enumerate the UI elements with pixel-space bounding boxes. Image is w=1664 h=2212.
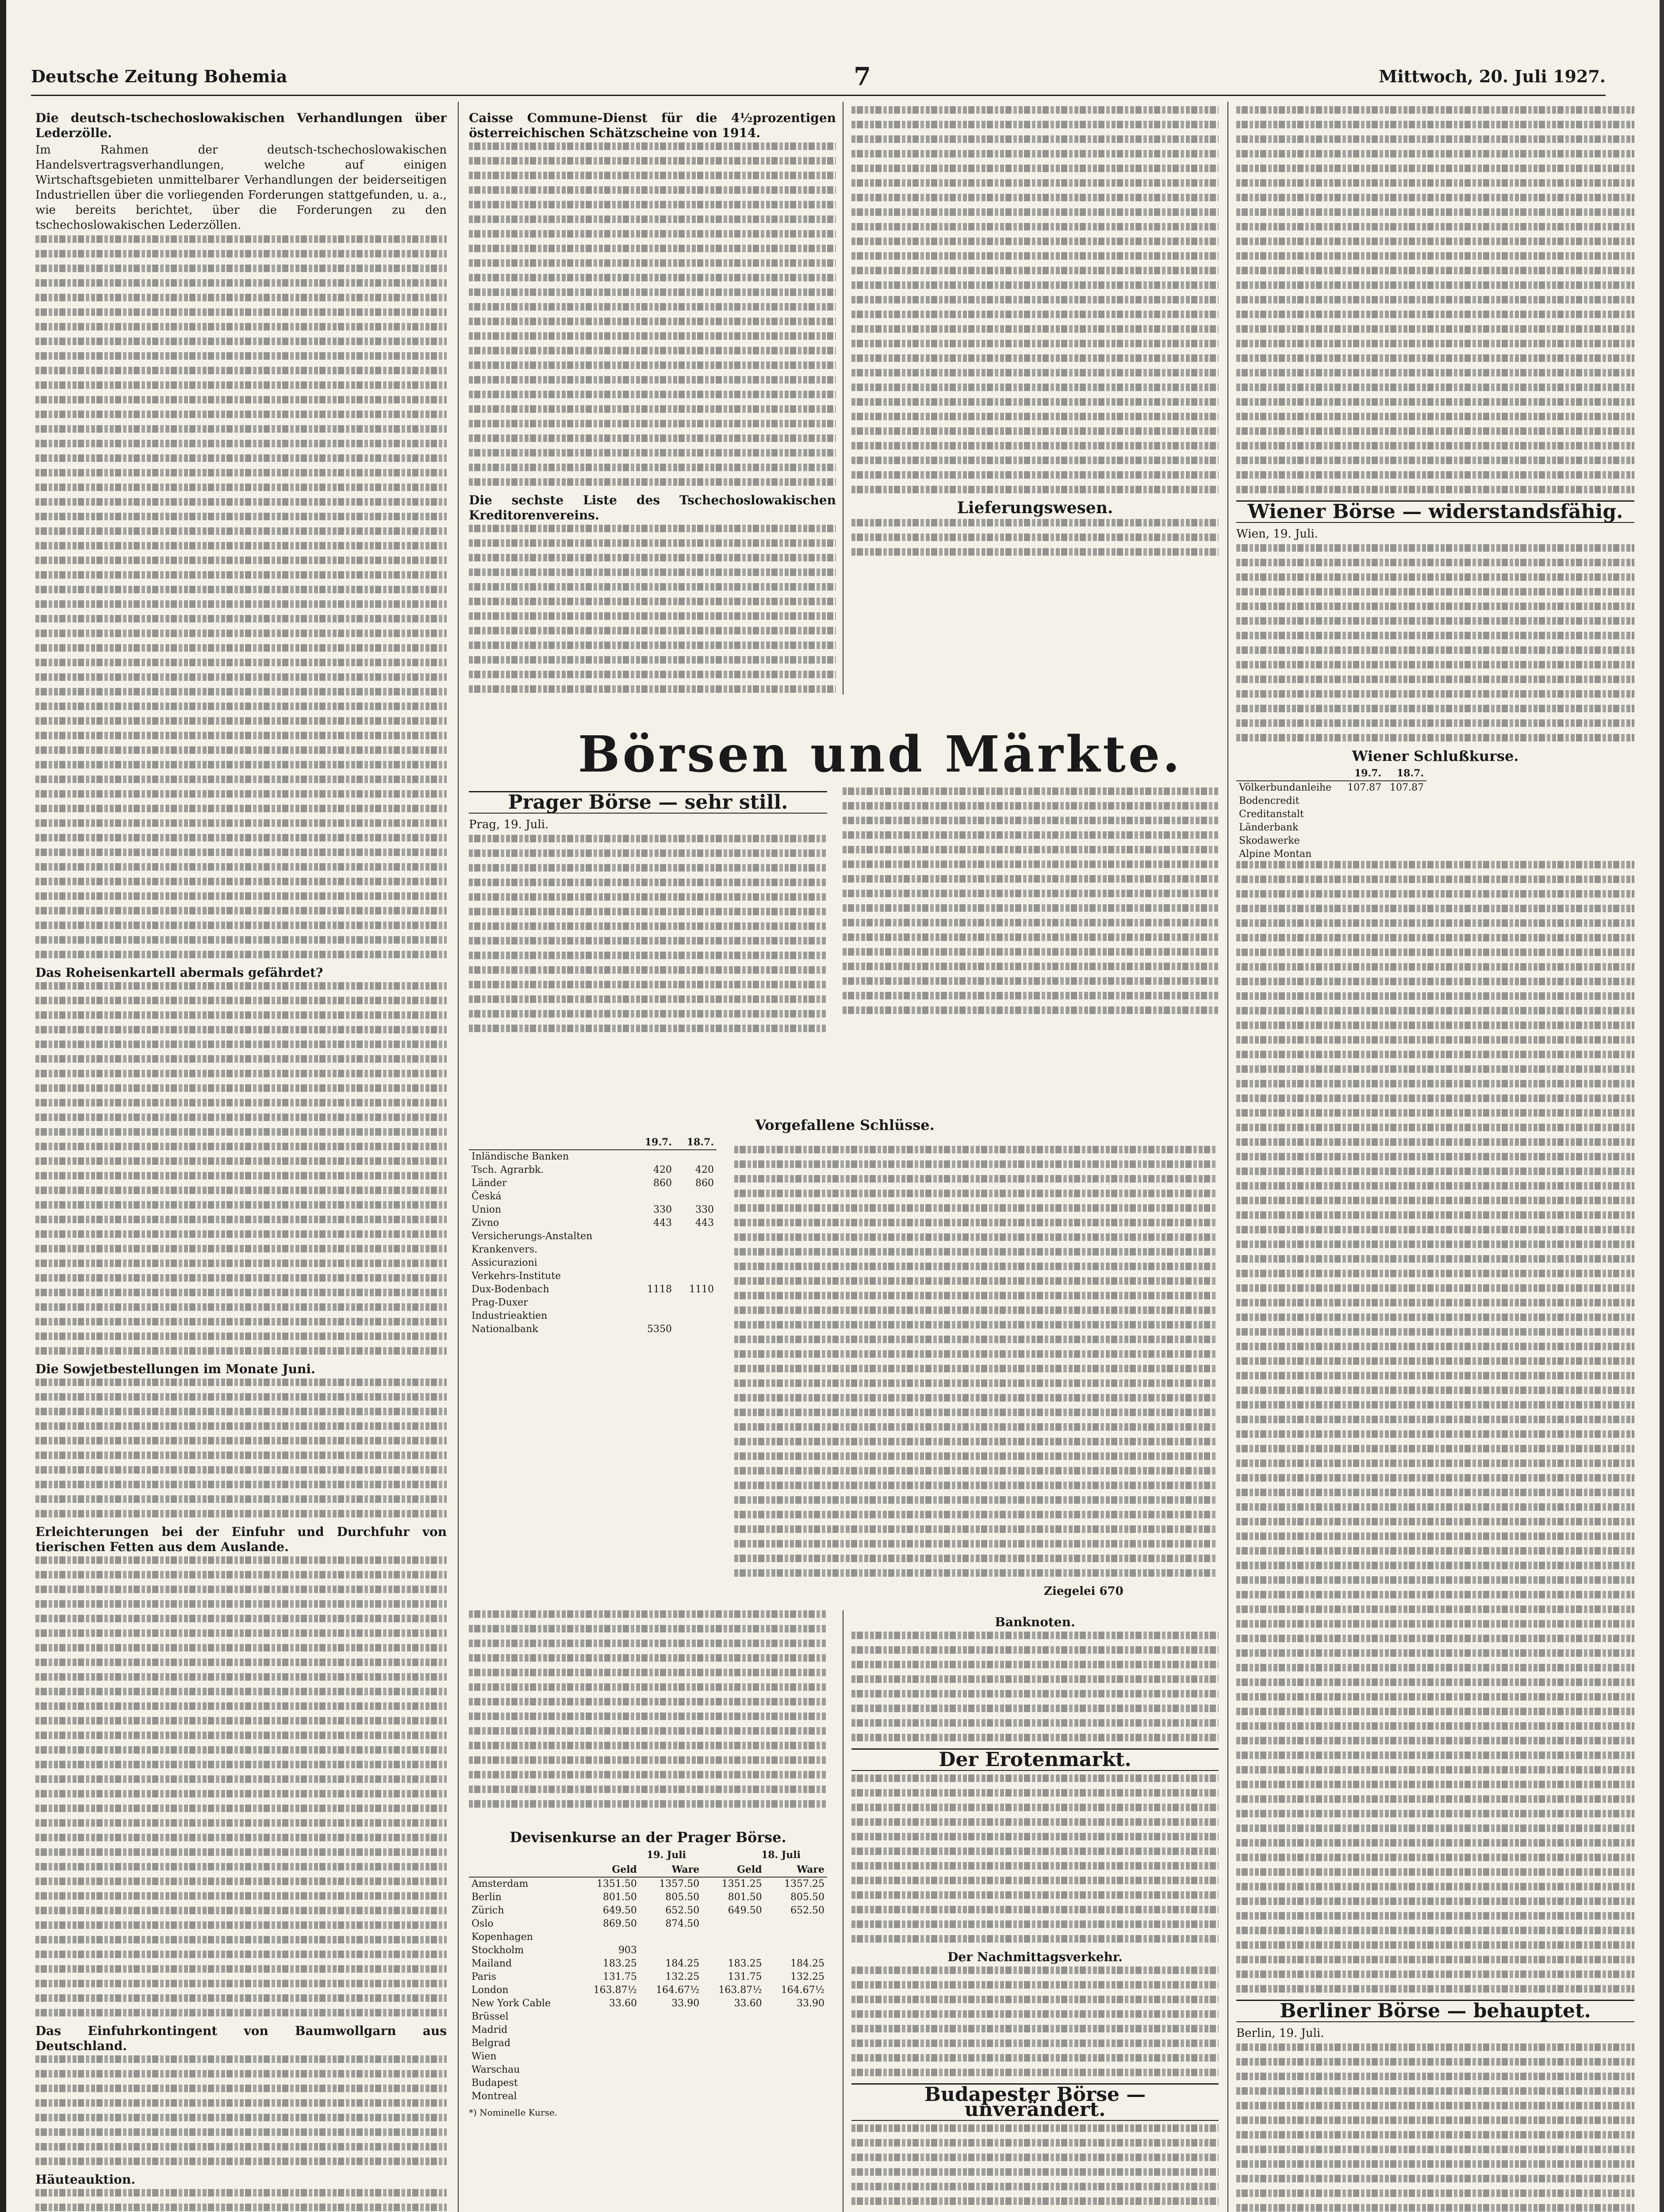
table-row	[469, 1177, 717, 1190]
illegible-text-block	[1236, 544, 1634, 741]
cell: New York Cable	[472, 1998, 551, 2009]
table-row	[469, 1877, 827, 1891]
cell: 184.25	[665, 1958, 700, 1969]
article-title: Berliner Börse — behauptet.	[1236, 2000, 1634, 2022]
cell: 1118	[647, 1284, 672, 1295]
table-row	[469, 1243, 717, 1256]
cell: Madrid	[472, 2024, 508, 2035]
cell	[765, 1931, 827, 1944]
illegible-text-block	[35, 2055, 447, 2165]
illegible-text-block	[469, 1610, 827, 1808]
article-heading: Die deutsch-tschechoslowakischen Verhandlungen über Lederzölle.	[35, 111, 447, 140]
cell: Union	[472, 1204, 502, 1215]
table-row	[1236, 848, 1426, 861]
cell	[675, 1323, 717, 1336]
cell	[577, 2077, 640, 2090]
cell: 33.60	[734, 1998, 762, 2009]
cell: Creditanstalt	[1239, 809, 1304, 820]
illegible-text-block	[35, 235, 447, 958]
cell: 107.87	[1390, 782, 1424, 793]
cell	[640, 2063, 702, 2077]
cell: 132.25	[665, 1971, 700, 1982]
illegible-text-block	[1236, 106, 1634, 493]
illegible-text-block	[851, 1632, 1219, 1741]
illegible-text-block	[35, 1379, 447, 1517]
cell	[702, 2024, 764, 2037]
table-header-row	[1236, 766, 1426, 781]
article-heading: Banknoten.	[995, 1615, 1075, 1629]
cell: 652.50	[790, 1905, 824, 1916]
table-header-row	[469, 1863, 827, 1877]
cell: 131.75	[728, 1971, 762, 1982]
cell	[1342, 834, 1384, 848]
cell: Assicurazioni	[472, 1257, 537, 1268]
page-header	[31, 62, 1606, 93]
cell	[765, 2010, 827, 2024]
cell: Dux-Bodenbach	[472, 1284, 549, 1295]
illegible-text-block	[851, 2124, 1219, 2212]
illegible-text-block	[35, 1556, 447, 2016]
column-header: Geld	[702, 1863, 764, 1877]
cell	[633, 1270, 675, 1283]
cell: 5350	[647, 1324, 672, 1335]
cell: Inländische Banken	[472, 1151, 569, 1162]
table-row	[469, 1203, 717, 1217]
table-title: Wiener Schlußkurse.	[1352, 748, 1519, 764]
cell: Oslo	[472, 1918, 494, 1929]
cell: 184.25	[790, 1958, 824, 1969]
table-row	[469, 1984, 827, 1997]
cell: 183.25	[728, 1958, 762, 1969]
article-heading: Caisse Commune-Dienst für die 4½prozentigen österreichischen Schätzscheine von 1914.	[469, 111, 836, 140]
cell	[765, 1917, 827, 1931]
illegible-text-block	[851, 1774, 1219, 1943]
table-row	[469, 1970, 827, 1984]
table-row	[469, 2063, 827, 2077]
illegible-text-block	[35, 2189, 447, 2212]
cell	[675, 1256, 717, 1270]
cell: 443	[653, 1217, 672, 1229]
table-row	[469, 1296, 717, 1310]
cell: Amsterdam	[472, 1878, 529, 1889]
cell: Paris	[472, 1971, 496, 1982]
cell	[675, 1190, 717, 1203]
illegible-text-block	[851, 106, 1219, 493]
column-header: 18.7.	[675, 1135, 717, 1150]
cell	[633, 1296, 675, 1310]
table-row	[1236, 795, 1426, 808]
cell	[1342, 821, 1384, 834]
cell: Česká	[472, 1191, 502, 1202]
cell	[675, 1150, 717, 1164]
cell: 805.50	[665, 1892, 700, 1903]
cell: Krankenvers.	[472, 1244, 538, 1255]
cell	[577, 2010, 640, 2024]
cell	[702, 2050, 764, 2063]
cell	[702, 2063, 764, 2077]
cell	[675, 1230, 717, 1243]
schluesse-table	[469, 1135, 717, 1336]
table-row	[469, 1323, 717, 1336]
dateline: Berlin, 19. Juli.	[1236, 2027, 1324, 2040]
cell: Länderbank	[1239, 822, 1299, 833]
column-4	[1236, 106, 1634, 2212]
column-rule	[458, 102, 459, 2212]
cell	[1384, 821, 1426, 834]
table-row	[1236, 834, 1426, 848]
cell	[702, 2077, 764, 2090]
table-row	[469, 1891, 827, 1904]
illegible-text-block	[35, 982, 447, 1355]
illegible-table-columns	[734, 1146, 1216, 1584]
cell	[702, 1917, 764, 1931]
article-title: Wiener Börse — widerstandsfähig.	[1236, 500, 1634, 523]
cell	[640, 1931, 702, 1944]
table-row	[469, 2024, 827, 2037]
illegible-text-block	[1236, 2043, 1634, 2212]
table-row	[469, 1957, 827, 1970]
cell: 443	[695, 1217, 714, 1229]
table-row	[469, 1944, 827, 1957]
cell: 163.87½	[718, 1985, 762, 1996]
illegible-text-block	[851, 1966, 1219, 2076]
cell	[640, 2010, 702, 2024]
table-title: Devisenkurse an der Prager Börse.	[510, 1829, 786, 1846]
cell	[640, 2077, 702, 2090]
illegible-text-block	[469, 142, 836, 486]
devisen-table-block	[469, 1827, 827, 2212]
cell: Nationalbank	[472, 1324, 538, 1335]
cell: 1110	[689, 1284, 714, 1295]
table-row	[469, 1283, 717, 1296]
cell	[675, 1243, 717, 1256]
cell: Länder	[472, 1178, 507, 1189]
dateline: Wien, 19. Juli.	[1236, 527, 1318, 541]
table-row	[469, 2010, 827, 2024]
cell	[633, 1230, 675, 1243]
cell	[1342, 808, 1384, 821]
cell: 183.25	[602, 1958, 637, 1969]
cell	[1342, 795, 1384, 808]
cell	[765, 2050, 827, 2063]
cell	[765, 2063, 827, 2077]
cell: 903	[618, 1945, 637, 1956]
illegible-text-block	[851, 519, 1219, 556]
cell: 131.75	[602, 1971, 637, 1982]
wiener-schluss-table	[1236, 766, 1426, 861]
column-3	[851, 106, 1219, 695]
cell	[702, 2090, 764, 2103]
article-title: Prager Börse — sehr still.	[469, 791, 827, 814]
table-row	[469, 1217, 717, 1230]
cell: London	[472, 1985, 509, 1996]
cell: Belgrad	[472, 2038, 511, 2049]
cell: Mailand	[472, 1958, 512, 1969]
column-2	[469, 106, 836, 695]
cell: 420	[653, 1164, 672, 1175]
section-title: Börsen und Märkte.	[578, 726, 1183, 783]
cell: 164.67½	[656, 1985, 700, 1996]
cell: 107.87	[1347, 782, 1382, 793]
column-header: Ware	[765, 1863, 827, 1877]
cell: 649.50	[728, 1905, 762, 1916]
cell: Berlin	[472, 1892, 502, 1903]
cell	[765, 2077, 827, 2090]
column-rule	[843, 102, 844, 695]
table-row	[469, 1164, 717, 1177]
cell	[1384, 848, 1426, 861]
date-headers	[469, 1847, 827, 1863]
cell	[765, 1944, 827, 1957]
table-row	[469, 1256, 717, 1270]
cell: Budapest	[472, 2078, 518, 2089]
cell: 874.50	[665, 1918, 700, 1929]
cell: 1351.25	[721, 1878, 762, 1889]
cell	[640, 2037, 702, 2050]
cell: Tsch. Agrarbk.	[472, 1164, 544, 1175]
cell	[640, 2024, 702, 2037]
devisen-table	[469, 1863, 827, 2103]
table-row	[469, 1190, 717, 1203]
date-header: 18. Juli	[761, 1849, 801, 1861]
column-header: 19.7.	[633, 1135, 675, 1150]
column-header	[469, 1863, 577, 1877]
cell: Zürich	[472, 1905, 504, 1916]
dateline: Prag, 19. Juli.	[469, 818, 549, 831]
column-header	[469, 1135, 633, 1150]
table-row	[469, 2077, 827, 2090]
cell	[702, 2010, 764, 2024]
article-heading: Der Nachmittagsverkehr.	[947, 1950, 1123, 1964]
column-rule	[843, 1610, 844, 2212]
cell: Völkerbundanleihe	[1239, 782, 1332, 793]
paper-name: Deutsche Zeitung Bohemia	[31, 66, 288, 86]
schluesse-table-block	[469, 1115, 1221, 1601]
cell: 33.60	[609, 1998, 637, 2009]
page-number: 7	[854, 62, 871, 91]
column-header: 19.7.	[1342, 766, 1384, 781]
cell	[577, 1931, 640, 1944]
footnote: *) Nominelle Kurse.	[469, 2107, 558, 2118]
column-1	[35, 106, 447, 2212]
table-row	[469, 2050, 827, 2063]
cell	[702, 1944, 764, 1957]
column-rule	[1227, 102, 1228, 2212]
cell	[1384, 834, 1426, 848]
cell: Skodawerke	[1239, 835, 1300, 846]
cell	[1384, 795, 1426, 808]
cell	[577, 2037, 640, 2050]
table-row	[469, 1917, 827, 1931]
cell	[640, 2050, 702, 2063]
article-title: Der Erotenmarkt.	[851, 1748, 1219, 1771]
table-row	[469, 1997, 827, 2010]
cell: Industrieaktien	[472, 1310, 548, 1321]
cell: 860	[653, 1178, 672, 1189]
cell	[577, 2050, 640, 2063]
cell: 805.50	[790, 1892, 824, 1903]
cell: Montreal	[472, 2091, 517, 2102]
article-heading: Erleichterungen bei der Einfuhr und Durchfuhr von tierischen Fetten aus dem Auslande.	[35, 1525, 447, 1554]
article-heading: Das Einfuhrkontingent von Baumwollgarn aus Deutschland.	[35, 2024, 447, 2053]
illegible-text-block	[469, 525, 836, 695]
table-title: Vorgefallene Schlüsse.	[755, 1117, 935, 1133]
header-rule	[31, 95, 1606, 96]
cell	[702, 2037, 764, 2050]
table-row	[469, 2037, 827, 2050]
cell: 652.50	[665, 1905, 700, 1916]
column-3-lower	[851, 1610, 1219, 2212]
cell	[577, 2024, 640, 2037]
cell: 33.90	[671, 1998, 700, 2009]
table-row	[469, 1150, 717, 1164]
cell	[633, 1190, 675, 1203]
cell: Kopenhagen	[472, 1932, 533, 1943]
table-row	[469, 2090, 827, 2103]
column-header: 18.7.	[1384, 766, 1426, 781]
article-heading: Das Roheisenkartell abermals gefährdet?	[35, 965, 323, 980]
cell: 420	[695, 1164, 714, 1175]
cell: 164.67½	[781, 1985, 824, 1996]
prager-boerse-continued	[843, 787, 1219, 1097]
article-title: Budapester Börse — unverändert.	[851, 2083, 1219, 2121]
cell: 860	[695, 1178, 714, 1189]
cell: 330	[695, 1204, 714, 1215]
table-row	[469, 1230, 717, 1243]
cell: Warschau	[472, 2064, 520, 2075]
date-header: 19. Juli	[646, 1849, 686, 1861]
cell: 132.25	[790, 1971, 824, 1982]
table-row	[469, 1310, 717, 1323]
cell: Bodencredit	[1239, 795, 1300, 806]
cell	[675, 1296, 717, 1310]
cell: Zivno	[472, 1217, 499, 1229]
table-row	[469, 1270, 717, 1283]
cell: 801.50	[602, 1892, 637, 1903]
cell	[765, 2024, 827, 2037]
cell	[1384, 808, 1426, 821]
article-heading: Die sechste Liste des Tschechoslowakischen Kreditorenvereins.	[469, 493, 836, 522]
illegible-table-rows	[1236, 861, 1634, 1993]
cell	[633, 1310, 675, 1323]
cell: Stockholm	[472, 1945, 524, 1956]
cell: 1357.50	[659, 1878, 700, 1889]
article-heading: Lieferungswesen.	[957, 499, 1113, 517]
article-paragraph: Im Rahmen der deutsch-tschechoslowakischen Handelsvertragsverhandlungen, welche auf einigen Wirtschaftsgebieten unmittelbarer Verhandlungen der beiderseitigen Industriellen über die vorliegenden Forderungen stattgefunden, u. a., wie bereits berichtet, über die Forderungen zu den tschechoslowakischen Lederzöllen.	[35, 143, 447, 232]
cell: 1357.25	[784, 1878, 824, 1889]
cell	[1342, 848, 1384, 861]
column-header	[1236, 766, 1342, 781]
cell: 330	[653, 1204, 672, 1215]
cell: 33.90	[797, 1998, 824, 2009]
cell: Versicherungs-Anstalten	[472, 1231, 593, 1242]
cell	[633, 1150, 675, 1164]
cell	[633, 1256, 675, 1270]
illegible-text-block	[843, 787, 1219, 1014]
table-row	[1236, 781, 1426, 795]
cell	[675, 1310, 717, 1323]
cell	[577, 2063, 640, 2077]
cell: 1351.50	[596, 1878, 637, 1889]
ziegelei-label: Ziegelei 670	[1044, 1585, 1123, 1598]
article-heading: Häuteauktion.	[35, 2172, 135, 2187]
table-header-row	[469, 1135, 717, 1150]
issue-date: Mittwoch, 20. Juli 1927.	[1379, 66, 1606, 86]
table-row	[1236, 808, 1426, 821]
table-row	[469, 1931, 827, 1944]
cell	[577, 2090, 640, 2103]
cell: 801.50	[728, 1892, 762, 1903]
cell: Alpine Montan	[1239, 849, 1312, 860]
cell	[675, 1270, 717, 1283]
table-row	[469, 1904, 827, 1917]
cell	[765, 2090, 827, 2103]
column-header: Ware	[640, 1863, 702, 1877]
cell	[633, 1243, 675, 1256]
cell: Verkehrs-Institute	[472, 1271, 561, 1282]
cell: 869.50	[602, 1918, 637, 1929]
article-heading: Die Sowjetbestellungen im Monate Juni.	[35, 1362, 315, 1376]
cell: 163.87½	[593, 1985, 637, 1996]
prager-boerse-article	[469, 787, 827, 1097]
illegible-text-block	[469, 835, 827, 1032]
table-row	[1236, 821, 1426, 834]
cell: Brüssel	[472, 2011, 509, 2022]
cell: Wien	[472, 2051, 497, 2062]
cell	[765, 2037, 827, 2050]
cell: 649.50	[602, 1905, 637, 1916]
cell	[640, 1944, 702, 1957]
cell	[640, 2090, 702, 2103]
cell: Prag-Duxer	[472, 1297, 528, 1308]
column-header: Geld	[577, 1863, 640, 1877]
cell	[702, 1931, 764, 1944]
staatsanleihen-article	[469, 1610, 827, 1823]
